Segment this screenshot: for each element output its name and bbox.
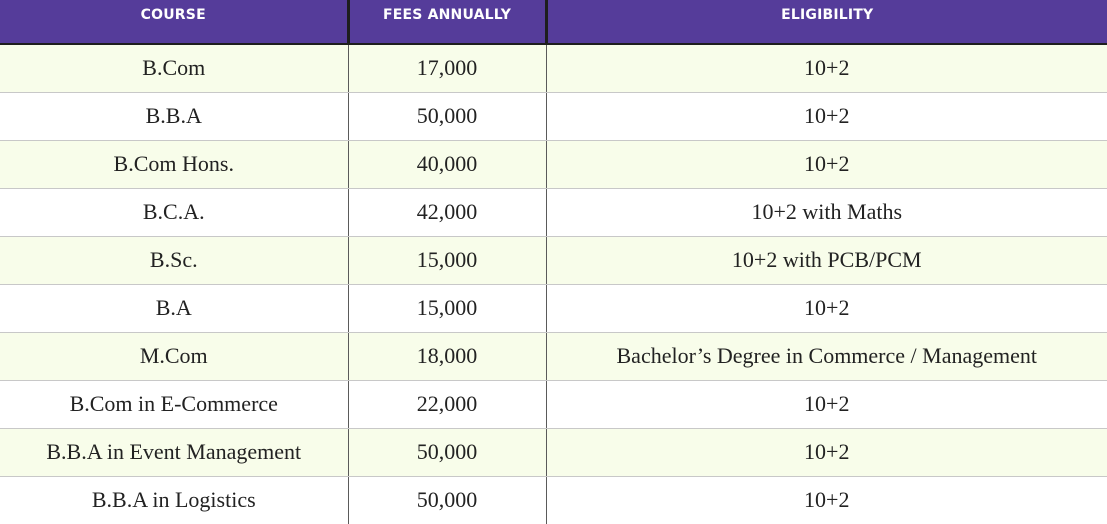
eligibility-cell: 10+2 xyxy=(546,476,1107,524)
fees-cell: 18,000 xyxy=(348,332,546,380)
table-row xyxy=(0,332,1107,380)
course-cell: B.C.A. xyxy=(0,188,348,236)
table-row xyxy=(0,476,1107,524)
table-row xyxy=(0,428,1107,476)
eligibility-cell: 10+2 xyxy=(546,428,1107,476)
eligibility-cell: Bachelor’s Degree in Commerce / Management xyxy=(546,332,1107,380)
course-cell: M.Com xyxy=(0,332,348,380)
header-eligibility: ELIGIBILITY xyxy=(546,0,1107,44)
table-row xyxy=(0,380,1107,428)
course-cell: B.B.A in Logistics xyxy=(0,476,348,524)
table-header xyxy=(0,0,1107,44)
eligibility-cell: 10+2 with Maths xyxy=(546,188,1107,236)
header-fees-annually: FEES ANNUALLY xyxy=(348,0,546,44)
eligibility-cell: 10+2 with PCB/PCM xyxy=(546,236,1107,284)
course-cell: B.B.A xyxy=(0,92,348,140)
eligibility-cell: 10+2 xyxy=(546,44,1107,92)
fees-cell: 50,000 xyxy=(348,476,546,524)
table-row xyxy=(0,92,1107,140)
fees-cell: 15,000 xyxy=(348,236,546,284)
fees-cell: 22,000 xyxy=(348,380,546,428)
course-cell: B.Sc. xyxy=(0,236,348,284)
header-row xyxy=(0,0,1107,44)
eligibility-cell: 10+2 xyxy=(546,284,1107,332)
course-cell: B.B.A in Event Management xyxy=(0,428,348,476)
fees-cell: 42,000 xyxy=(348,188,546,236)
eligibility-cell: 10+2 xyxy=(546,92,1107,140)
course-cell: B.Com in E-Commerce xyxy=(0,380,348,428)
eligibility-cell: 10+2 xyxy=(546,140,1107,188)
course-cell: B.Com xyxy=(0,44,348,92)
table-body xyxy=(0,44,1107,524)
fees-cell: 17,000 xyxy=(348,44,546,92)
fees-cell: 15,000 xyxy=(348,284,546,332)
course-cell: B.A xyxy=(0,284,348,332)
fees-cell: 50,000 xyxy=(348,428,546,476)
fees-cell: 50,000 xyxy=(348,92,546,140)
fees-cell: 40,000 xyxy=(348,140,546,188)
header-course: COURSE xyxy=(0,0,348,44)
table-row xyxy=(0,44,1107,92)
table-row xyxy=(0,284,1107,332)
table-row xyxy=(0,140,1107,188)
course-cell: B.Com Hons. xyxy=(0,140,348,188)
table-row xyxy=(0,188,1107,236)
eligibility-cell: 10+2 xyxy=(546,380,1107,428)
table-row xyxy=(0,236,1107,284)
